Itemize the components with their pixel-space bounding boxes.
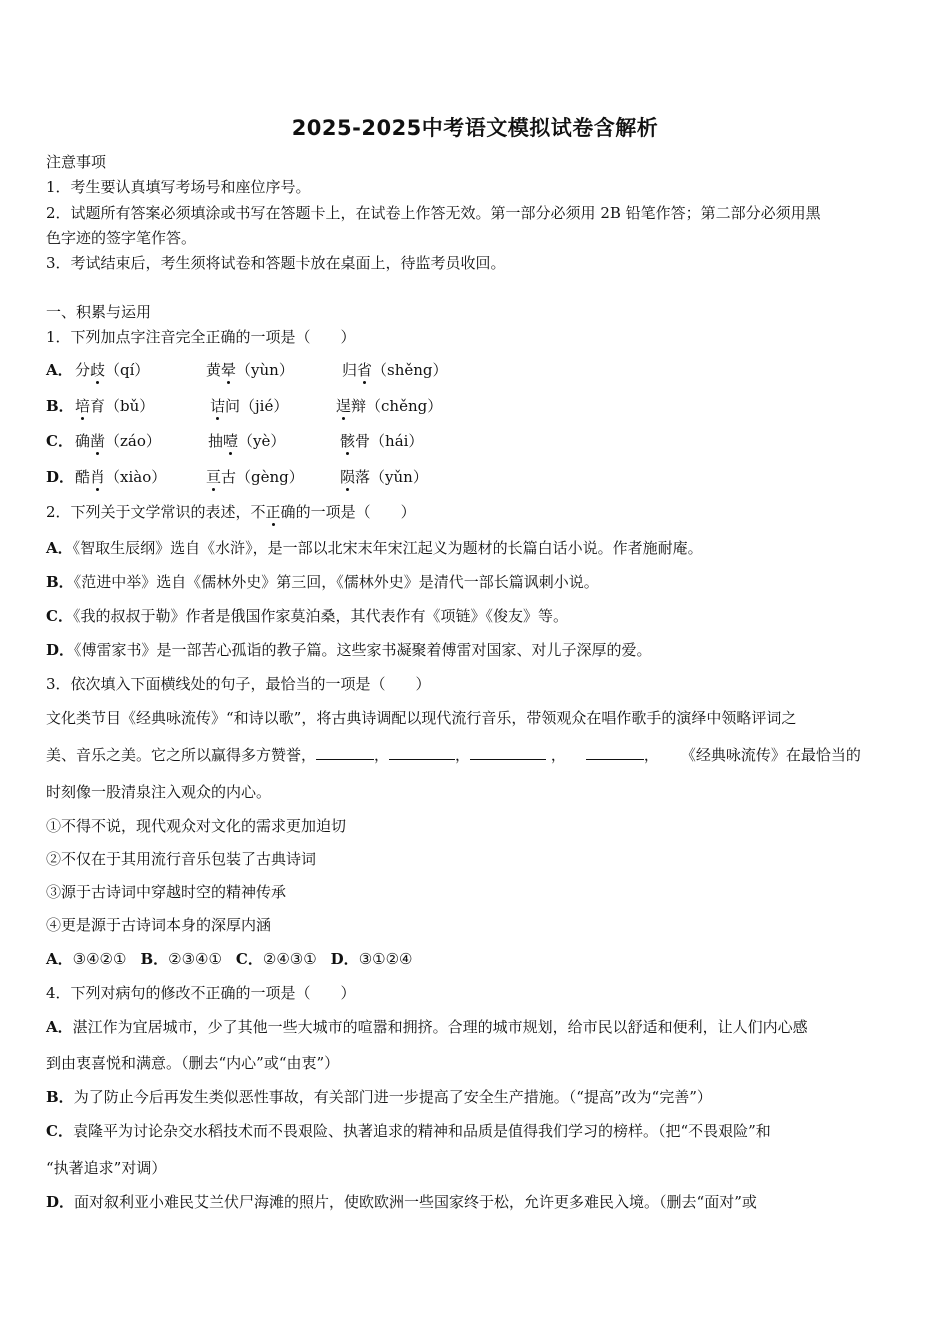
blank-2[interactable] — [389, 745, 455, 760]
q3-sentence: ③源于古诗词中穿越时空的精神传承 — [46, 883, 287, 901]
q1-option-d-word-2: 亘古（gèng） — [206, 468, 304, 486]
q1-option-b-word-1: 培育（bǔ） — [75, 397, 155, 415]
q2-option-d: D．《傅雷家书》是一部苦心孤诣的教子篇。这些家书凝聚着傅雷对国家、对儿子深厚的爱。 — [46, 641, 652, 659]
q2-stem: 2．下列关于文学常识的表述，不正确的一项是（ ） — [46, 503, 416, 521]
q2-option-b: B．《范进中举》选自《儒林外史》第三回，《儒林外史》是清代一部长篇讽刺小说。 — [46, 573, 599, 591]
q1-option-d-word-1: 酷肖（xiào） — [75, 468, 167, 486]
q1-option-a-word-2: 黄晕（yùn） — [206, 361, 294, 379]
q4-option-c: C．袁隆平为讨论杂交水稻技术而不畏艰险、执著追求的精神和品质是值得我们学习的榜样。（把“不畏艰险”和 — [46, 1122, 771, 1140]
q1-option-c-label: C． — [46, 432, 73, 450]
q1-option-b-word-2: 诘问（jié） — [210, 397, 289, 415]
q3-sentence: ④更是源于古诗词本身的深厚内涵 — [46, 916, 272, 934]
q3-option-b: B．②③④① — [140, 950, 222, 968]
q3-passage-line: 时刻像一股清泉注入观众的内心。 — [46, 783, 272, 801]
q3-passage-line: 美、音乐之美。它之所以赢得多方赞誉， ， ， ， ， 《经典咏流传》在最恰当的 — [46, 746, 861, 764]
q4-option-a-cont: 到由衷喜悦和满意。（删去“内心”或“由衷”） — [46, 1054, 340, 1072]
q1-option-d-label: D． — [46, 468, 75, 486]
notice-item: 色字迹的签字笔作答。 — [46, 229, 197, 247]
q3-sentence: ①不得不说，现代观众对文化的需求更加迫切 — [46, 817, 347, 835]
q1-option-c-word-1: 确凿（záo） — [75, 432, 161, 450]
q3-sentence: ②不仅在于其用流行音乐包装了古典诗词 — [46, 850, 317, 868]
notice-item: 2．试题所有答案必须填涂或书写在答题卡上，在试卷上作答无效。第一部分必须用 2B 铅笔作答；第二部分必须用黑 — [46, 204, 821, 222]
notice-heading: 注意事项 — [46, 153, 107, 171]
q1-option-b-label: B． — [46, 397, 74, 415]
q1-option-d-word-3: 陨落（yǔn） — [340, 468, 428, 486]
q1-option-c-word-3: 骸骨（hái） — [340, 432, 424, 450]
q4-option-c-cont: “执著追求”对调） — [46, 1159, 167, 1177]
blank-3[interactable] — [470, 745, 546, 760]
q3-stem: 3．依次填入下面横线处的句子，最恰当的一项是（ ） — [46, 675, 431, 693]
q4-stem: 4．下列对病句的修改不正确的一项是（ ） — [46, 984, 356, 1002]
q3-options — [46, 949, 426, 969]
q3-passage-line: 文化类节目《经典咏流传》“和诗以歌”，将古典诗调配以现代流行音乐，带领观众在唱作歌手的演绎中领略评词之 — [46, 709, 797, 727]
blank-4[interactable] — [586, 745, 644, 760]
blank-1[interactable] — [316, 745, 374, 760]
q3-option-a: A．③④②① — [46, 950, 127, 968]
q3-option-d: D．③①②④ — [330, 950, 413, 968]
q2-option-a: A．《智取生辰纲》选自《水浒》，是一部以北宋末年宋江起义为题材的长篇白话小说。作者施耐庵。 — [46, 539, 703, 557]
notice-item: 3．考试结束后，考生须将试卷和答题卡放在桌面上，待监考员收回。 — [46, 254, 506, 272]
q3-option-c: C．②④③① — [235, 950, 317, 968]
q1-stem: 1．下列加点字注音完全正确的一项是（ ） — [46, 328, 356, 346]
page-title: 2025-2025中考语文模拟试卷含解析 — [291, 116, 659, 140]
q1-option-c-word-2: 抽噎（yè） — [208, 432, 286, 450]
q4-option-a: A．湛江作为宜居城市，少了其他一些大城市的喧嚣和拥挤。合理的城市规划，给市民以舒适和便利，让人们内心感 — [46, 1018, 808, 1036]
q4-option-b: B．为了防止今后再发生类似恶性事故，有关部门进一步提高了安全生产措施。（“提高”改为“完善”） — [46, 1088, 712, 1106]
q1-option-a-label: A． — [46, 361, 73, 379]
notice-item: 1．考生要认真填写考场号和座位序号。 — [46, 178, 311, 196]
q4-option-d: D．面对叙利亚小难民艾兰伏尸海滩的照片，使欧欧洲一些国家终于松，允许更多难民入境。（删去“面对”或 — [46, 1193, 757, 1211]
q1-option-a-word-1: 分歧（qí） — [75, 361, 150, 379]
section-heading: 一、积累与运用 — [46, 303, 152, 321]
q2-option-c: C．《我的叔叔于勒》作者是俄国作家莫泊桑，其代表作有《项链》《俊友》等。 — [46, 607, 568, 625]
q1-option-a-word-3: 归省（shěng） — [342, 361, 448, 379]
q1-option-b-word-3: 逞辩（chěng） — [336, 397, 443, 415]
